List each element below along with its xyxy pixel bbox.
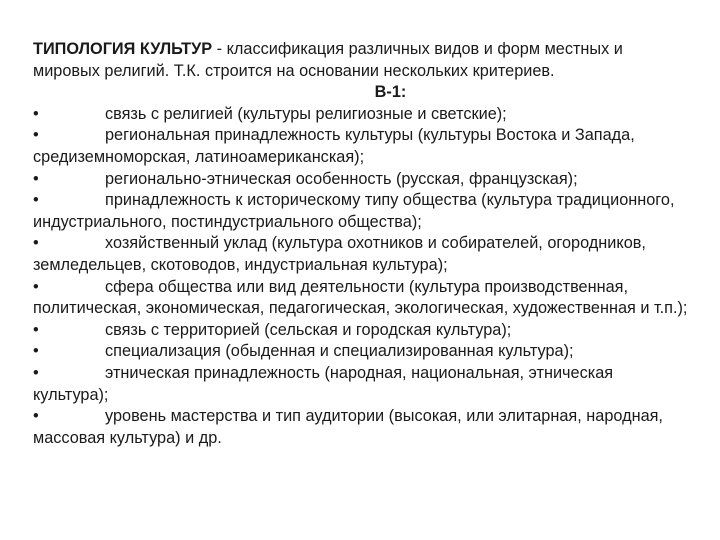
list-item: [33, 320, 693, 342]
bullet-icon: •: [33, 320, 39, 339]
document-body: [33, 39, 693, 449]
list-item: [33, 341, 693, 363]
bullet-icon: •: [33, 407, 39, 426]
criteria-list: [33, 104, 693, 450]
bullet-icon: •: [33, 191, 39, 210]
list-item-text: связь с религией (культуры религиозные и светские);: [105, 104, 507, 123]
list-item: [33, 233, 693, 276]
bullet-icon: •: [33, 104, 39, 123]
list-item-text: специализация (обыденная и специализированная культура);: [105, 342, 574, 361]
list-item: [33, 277, 693, 320]
list-item-text: этническая принадлежность (народная, национальная, этническая культура);: [33, 363, 614, 404]
list-item-text: региональная принадлежность культуры (культуры Востока и Запада, средиземноморская, латиноамериканская);: [33, 126, 635, 166]
list-item: [33, 190, 693, 233]
bullet-icon: •: [33, 234, 39, 253]
list-item-text: сфера общества или вид деятельности (культура производственная, политическая, экономическая, педагогическая, экологическая, художественная и т.п.);: [33, 277, 688, 318]
list-item: [33, 125, 693, 168]
bullet-icon: •: [33, 126, 39, 145]
list-item: [33, 363, 693, 406]
list-item-text: хозяйственный уклад (культура охотников и собирателей, огородников, земледельцев, скотоводов, индустриальная культура);: [33, 234, 646, 274]
list-item-text: уровень мастерства и тип аудитории (высокая, или элитарная, народная, массовая культура) и др.: [33, 407, 663, 447]
bullet-icon: •: [33, 342, 39, 361]
list-item: [33, 406, 693, 449]
bullet-icon: •: [33, 169, 39, 188]
list-item-text: принадлежность к историческому типу общества (культура традиционного, индустриального, постиндустриального общества);: [33, 191, 675, 231]
intro-text: - классификация различных видов и форм местных и мировых религий. Т.К. строится на основании нескольких критериев.: [33, 40, 623, 80]
list-item: [33, 104, 693, 126]
intro-term: ТИПОЛОГИЯ КУЛЬТУР: [33, 40, 213, 58]
intro-paragraph: [33, 39, 693, 82]
list-item-text: связь с территорией (сельская и городская культура);: [105, 320, 512, 339]
bullet-icon: •: [33, 277, 39, 296]
bullet-icon: •: [33, 363, 39, 382]
list-item-text: регионально-этническая особенность (русская, французская);: [105, 169, 578, 188]
section-heading: В-1:: [374, 83, 407, 102]
list-item: [33, 169, 693, 191]
